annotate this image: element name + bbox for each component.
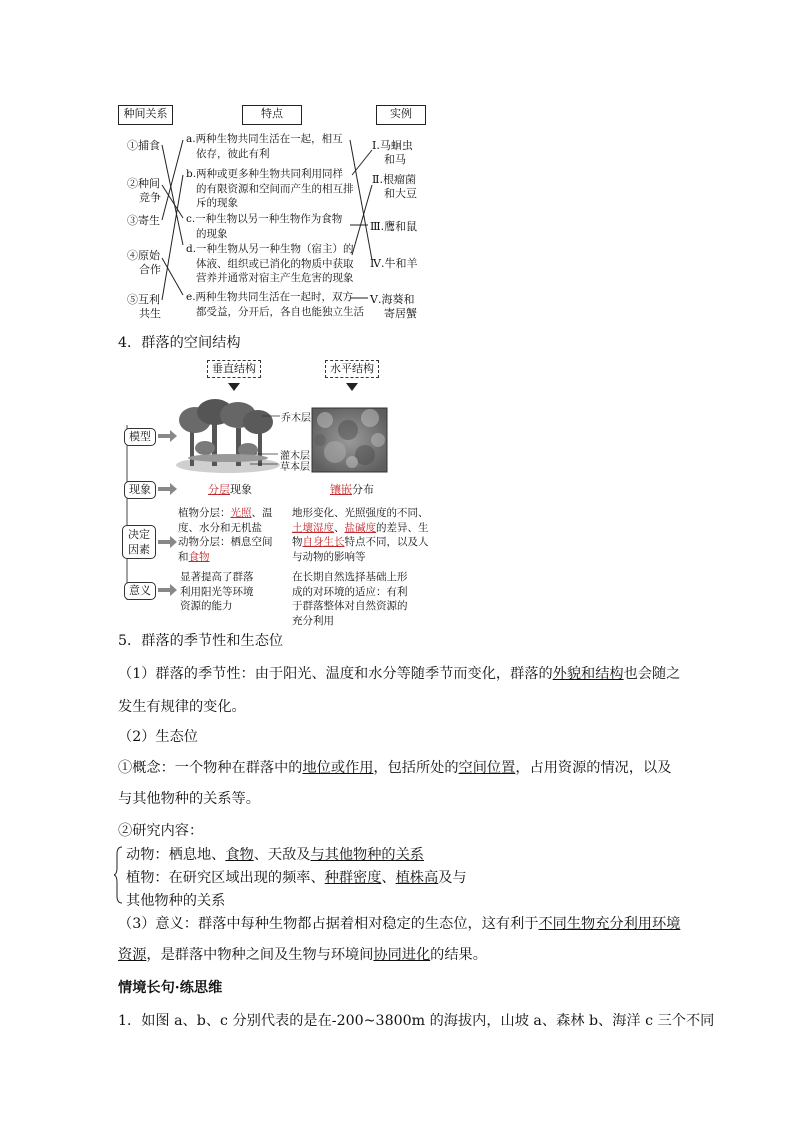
row-phenomenon: 现象 xyxy=(124,481,156,499)
relation-parasitism: ③寄生 xyxy=(127,214,160,227)
research-plant-line2: 其他物种的关系 xyxy=(126,893,226,909)
layer-herb: 草本层 xyxy=(280,462,310,473)
meaning-vertical: 显著提高了群落 利用阳光等环境 资源的能力 xyxy=(180,571,254,612)
relation-mutualism-2: 共生 xyxy=(139,307,161,320)
phenomenon-horizontal: 镶嵌分布 xyxy=(330,483,374,496)
header-example: 实例 xyxy=(376,105,426,125)
example-5b: 寄居蟹 xyxy=(384,307,417,320)
feature-b: b.两种或更多种生物共同利用同样 的有限资源和空间而产生的相互排 斥的现象 xyxy=(186,168,354,209)
niche-heading: （2）生态位 xyxy=(118,729,198,745)
research-plant: 植物：在研究区域出现的频率、种群密度、植株高及与 xyxy=(126,870,467,886)
example-2a: Ⅱ.根瘤菌 xyxy=(372,173,416,186)
seasonality-line1: （1）群落的季节性：由于阳光、温度和水分等随季节而变化，群落的外貌和结构也会随之 xyxy=(118,666,681,682)
niche-concept-line1: ①概念：一个物种在群落中的地位或作用，包括所处的空间位置，占用资源的情况，以及 xyxy=(118,760,672,776)
example-4: Ⅳ.牛和羊 xyxy=(370,257,418,270)
example-3: Ⅲ.鹰和鼠 xyxy=(370,220,418,233)
relation-mutualism-1: ⑤互利 xyxy=(127,293,160,306)
relation-competition-1: ②种间 xyxy=(127,177,160,190)
significance-line2: 资源，是群落中物种之间及生物与环境间协同进化的结果。 xyxy=(118,947,487,963)
header-feature: 特点 xyxy=(242,105,302,125)
factors-vertical: 植物分层：光照、温 度、水分和无机盐 动物分层：栖息空间 和食物 xyxy=(178,507,273,563)
vertical-structure-box: 垂直结构 xyxy=(207,360,261,378)
relation-competition-2: 竞争 xyxy=(139,191,161,204)
context-heading: 情境长句·练思维 xyxy=(118,980,223,996)
layer-tree: 乔木层 xyxy=(281,413,311,424)
horizontal-structure-box: 水平结构 xyxy=(325,360,379,378)
header-relation: 种间关系 xyxy=(118,105,173,125)
forest-illustration xyxy=(176,399,280,473)
phenomenon-vertical: 分层现象 xyxy=(208,483,252,496)
layer-shrub: 灌木层 xyxy=(280,451,310,462)
row-factors: 决定 因素 xyxy=(122,525,156,559)
row-meaning: 意义 xyxy=(124,582,156,600)
relation-predation: ①捕食 xyxy=(127,139,160,152)
niche-concept-line2: 与其他物种的关系等。 xyxy=(118,791,260,807)
meaning-horizontal: 在长期自然选择基础上形 成的对环境的适应：有利 于群落整体对自然资源的 充分利用 xyxy=(292,571,408,627)
factors-horizontal: 地形变化、光照强度的不同、 土壤湿度、盐碱度的差异、生 物自身生长特点不同，以及人 与动物的影响等 xyxy=(292,507,429,563)
significance-line1: （3）意义：群落中每种生物都占据着相对稳定的生态位，这有利于不同生物充分利用环境 xyxy=(118,916,681,932)
feature-d: d.一种生物从另一种生物（宿主）的 体液、组织或已消化的物质中获取 营养并通常对宿主产生危害的现象 xyxy=(186,243,354,284)
example-1b: 和马 xyxy=(384,153,406,166)
feature-c: c.一种生物以另一种生物作为食物 的现象 xyxy=(186,213,343,240)
row-model: 模型 xyxy=(124,428,156,446)
question-1: 1．如图 a、b、c 分别代表的是在-200~3800m 的海拔内，山坡 a、森林 b、海洋 c 三个不同 xyxy=(118,1013,715,1029)
example-5a: Ⅴ.海葵和 xyxy=(370,293,415,306)
research-content-heading: ②研究内容： xyxy=(118,823,204,839)
research-animal: 动物：栖息地、食物、天敌及与其他物种的关系 xyxy=(126,847,424,863)
example-2b: 和大豆 xyxy=(384,187,417,200)
seasonality-line2: 发生有规律的变化。 xyxy=(118,699,246,715)
relation-protocooperation-1: ④原始 xyxy=(127,249,160,262)
mosaic-illustration xyxy=(312,408,387,472)
feature-a: a.两种生物共同生活在一起，相互 依存，彼此有利 xyxy=(186,133,343,160)
example-1a: Ⅰ.马蛔虫 xyxy=(372,139,413,152)
relation-protocooperation-2: 合作 xyxy=(139,263,161,276)
brace xyxy=(114,846,124,904)
feature-e: e.两种生物共同生活在一起时，双方 都受益，分开后，各自也能独立生活 xyxy=(186,291,364,318)
section4-title: 4．群落的空间结构 xyxy=(118,335,241,351)
section5-title: 5．群落的季节性和生态位 xyxy=(118,633,284,649)
